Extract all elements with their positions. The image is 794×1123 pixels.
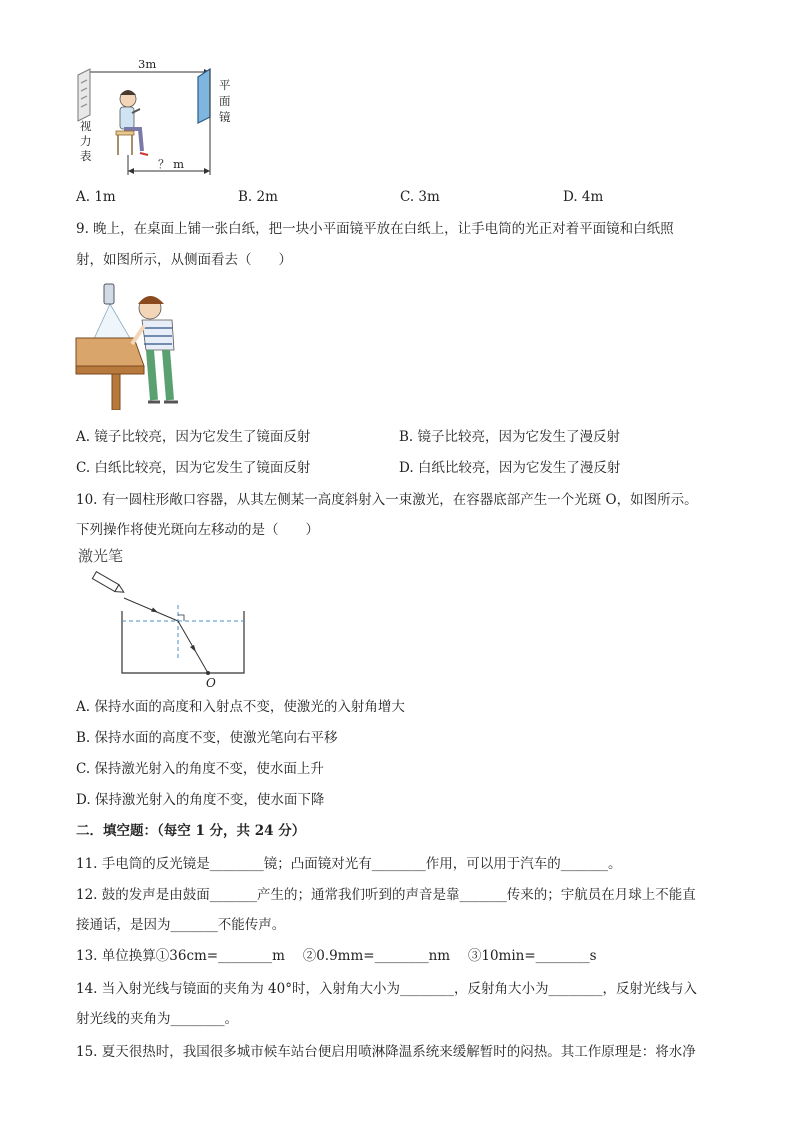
q14-stem-line1: 14. 当入射光线与镜面的夹角为 40°时，入射角大小为________，反射角大小为________，反射光线与入: [76, 981, 697, 997]
q15-stem: 15. 夏天很热时，我国很多城市候车站台便启用喷淋降温系统来缓解暂时的闷热。其工作原理是：将水净: [76, 1044, 696, 1060]
q8-option-c: C. 3m: [400, 189, 440, 205]
q9-stem-line2: 射，如图所示，从侧面看去（ ）: [76, 252, 292, 268]
q9-option-b: B. 镜子比较亮，因为它发生了漫反射: [399, 429, 621, 445]
q10-option-d: D. 保持激光射入的角度不变，使水面下降: [76, 792, 325, 808]
laser-pen-label: 激光笔: [78, 547, 124, 565]
spot-o-label: O: [206, 676, 216, 690]
q13-stem: 13. 单位换算①36cm=________m ②0.9mm=________nm ③10min=________s: [76, 948, 597, 964]
q10-option-b: B. 保持水面的高度不变，使激光笔向右平移: [76, 730, 338, 746]
q10-stem-line2: 下列操作将使光斑向左移动的是（ ）: [76, 522, 319, 538]
q9-option-d: D. 白纸比较亮，因为它发生了漫反射: [399, 460, 621, 476]
q8-option-a: A. 1m: [76, 189, 116, 205]
figure-flashlight-table: [74, 280, 194, 410]
figure-eye-chart-mirror: [70, 55, 250, 185]
q14-stem-line2: 射光线的夹角为________。: [76, 1011, 238, 1027]
q10-option-a: A. 保持水面的高度和入射点不变，使激光的入射角增大: [76, 699, 405, 715]
flashlight-table-diagram: [74, 280, 194, 410]
q8-option-b: B. 2m: [238, 189, 278, 205]
q10-option-c: C. 保持激光射入的角度不变，使水面上升: [76, 761, 324, 777]
q10-stem-line1: 10. 有一圆柱形敞口容器，从其左侧某一高度斜射入一束激光，在容器底部产生一个光斑 O，如图所示。: [76, 492, 698, 508]
q12-stem-line2: 接通话，是因为_______不能传声。: [76, 917, 286, 933]
distance-label-bottom: ？ m: [158, 157, 185, 171]
figure-laser-container: [74, 545, 254, 695]
distance-label-top: 3m: [138, 57, 157, 71]
q11-stem: 11. 手电筒的反光镜是________镜；凸面镜对光有________作用，可以用于汽车的_______。: [76, 856, 622, 872]
q8-option-d: D. 4m: [563, 189, 604, 205]
q12-stem-line1: 12. 鼓的发声是由鼓面_______产生的；通常我们听到的声音是靠_______传来的；宇航员在月球上不能直: [76, 887, 696, 903]
q9-stem-line1: 9. 晚上，在桌面上铺一张白纸，把一块小平面镜平放在白纸上，让手电筒的光正对着平面镜和白纸照: [76, 221, 674, 237]
laser-container-diagram: [74, 565, 254, 693]
q9-option-a: A. 镜子比较亮，因为它发生了镜面反射: [76, 429, 311, 445]
mirror-label: 平面镜: [219, 78, 231, 124]
eye-chart-label: 视力表: [80, 119, 92, 163]
q9-option-c: C. 白纸比较亮，因为它发生了镜面反射: [76, 460, 311, 476]
section-fill-blank-heading: 二．填空题：（每空 1 分，共 24 分）: [76, 823, 306, 839]
